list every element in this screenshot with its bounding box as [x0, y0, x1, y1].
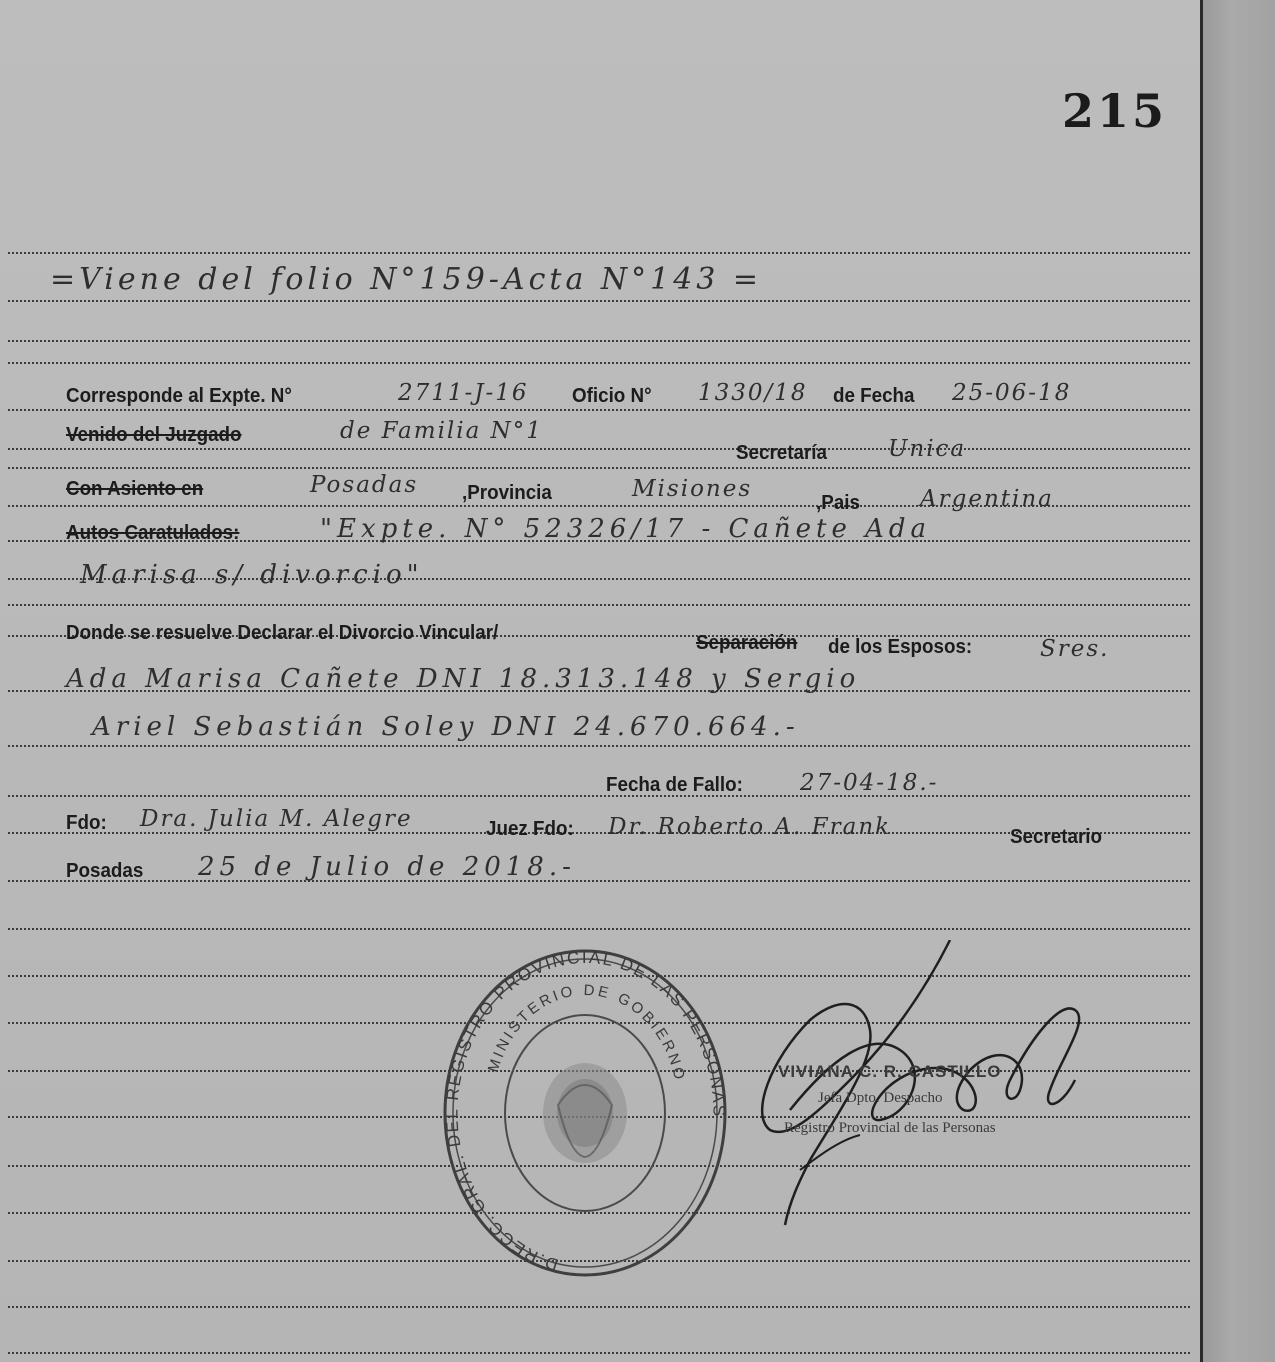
page-margin [1203, 0, 1275, 1362]
asiento-value: Posadas [310, 472, 419, 498]
esposos-label: de los Esposos: [828, 636, 973, 658]
secretario-name: Dr. Roberto A. Frank [608, 814, 892, 840]
juez-label: Juez Fdo: [486, 818, 574, 840]
posadas-label: Posadas [66, 860, 144, 882]
ruled-line [8, 300, 1190, 302]
ruled-line [8, 880, 1190, 882]
ruled-line [8, 409, 1190, 411]
ruled-line [8, 604, 1190, 606]
resuelve-label: Donde se resuelve Declarar el Divorcio Vincular/ [66, 622, 499, 644]
ruled-line [8, 1306, 1190, 1308]
secretaria-value: Unica [888, 436, 967, 462]
signature-area [730, 940, 1110, 1240]
ruled-line [8, 745, 1190, 747]
oficio-label: Oficio N° [572, 385, 652, 407]
secretaria-label: Secretaría [736, 442, 827, 464]
provincia-label: ,Provincia [462, 482, 552, 504]
juez-name: Dra. Julia M. Alegre [140, 806, 413, 832]
fecha-fallo-value: 27-04-18.- [800, 770, 939, 796]
signer-office: Registro Provincial de las Personas [784, 1120, 996, 1136]
oficio-value: 1330/18 [698, 380, 808, 406]
stamp-seal-icon [440, 945, 730, 1285]
fdo-label: Fdo: [66, 812, 107, 834]
ruled-line [8, 340, 1190, 342]
asiento-label: Con Asiento en [66, 478, 204, 500]
ruled-line [8, 467, 1190, 469]
corresponde-label: Corresponde al Expte. N° [66, 385, 292, 407]
ruled-line [8, 362, 1190, 364]
signer-name: VIVIANA C. R. CASTILLO [778, 1062, 1002, 1081]
ruled-line [8, 252, 1190, 254]
ruled-line [8, 448, 1190, 450]
expte-value: 2711-J-16 [398, 380, 529, 406]
autos-label: Autos Caratulados: [66, 522, 240, 544]
fecha-fallo-label: Fecha de Fallo: [606, 774, 743, 796]
fecha-value: 25-06-18 [952, 380, 1072, 406]
ruled-line [8, 928, 1190, 930]
autos-value-line1: "Expte. N° 52326/17 - Cañete Ada [320, 514, 932, 544]
venido-label: Venido del Juzgado [66, 424, 242, 446]
autos-value-line2: Marisa s/ divorcio" [80, 560, 424, 590]
secretario-label: Secretario [1010, 826, 1102, 848]
continuation-note: =Viene del folio N°159-Acta N°143 = [50, 262, 763, 297]
ruled-line [8, 795, 1190, 797]
fecha-label: de Fecha [833, 385, 915, 407]
esposos-line1: Ada Marisa Cañete DNI 18.313.148 y Sergio [66, 664, 861, 694]
stamp-inner-text: MINISTERIO DE GOBIERNO [484, 981, 689, 1084]
juzgado-value: de Familia N°1 [340, 418, 543, 444]
esposos-prefix: Sres. [1040, 636, 1110, 662]
pais-value: Argentina [920, 486, 1054, 512]
signer-title: Jefa Dpto. Despacho [818, 1090, 943, 1106]
provincia-value: Misiones [632, 476, 753, 502]
pais-label: ,Pais [816, 492, 860, 514]
esposos-line2: Ariel Sebastián Soley DNI 24.670.664.- [92, 712, 800, 742]
stamp-outer-text: D.RECC. GRAL. DEL REGISTRO PROVINCIAL DE LAS PERSONAS [442, 947, 729, 1275]
ruled-line [8, 1352, 1190, 1354]
folio-number: 215 [1062, 84, 1168, 138]
official-stamp [440, 945, 730, 1285]
posadas-date: 25 de Julio de 2018.- [198, 852, 576, 882]
separacion-label: Separación [696, 632, 798, 654]
